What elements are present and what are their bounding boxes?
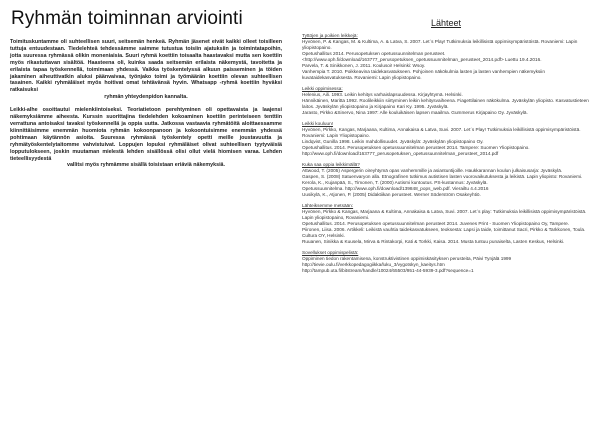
paragraph-closing-line: ryhmän yhteydenpidon kannalta. — [104, 94, 188, 101]
reference-entry: Oppiminen tiedon rakentamisena, konstruktivistinen oppimiskäsityksen perusteita, Päivi Tynjälä 1999 — [302, 256, 512, 261]
reference-entry: Hyvönen, Pirkko & Kangas, Marjaana & Kultima, Annakaisa & Latva, Suvi. 2007. Let´s play: Tutkimuksia leikillisistä oppimisympäristöistä. Lapin yliopistopaino, Rovaniemi. — [302, 209, 587, 220]
reference-entry: http://tampub.uta.fi/bitstream/handle/10024/65503/951-44-5939-3.pdf?sequence=1 — [302, 268, 474, 273]
reference-section-heading: Leikki oppimisessa: — [302, 86, 343, 91]
reference-entry: http://tievie.oulu.fi/verkkopedagogiikka/luku_3/vygotskyn_kaeitys.htm — [302, 262, 445, 267]
reference-section-heading: Tyttöjen ja poikien leikkejä: — [302, 33, 358, 38]
reference-section — [302, 250, 590, 274]
reference-entry: Jarasto, Pirkko &Sinervo, Nina 1997: Alle kouluikäisen lapsen maailma. Gummerus Kirjapaino Oy. Jyväskylä. — [302, 110, 528, 115]
evaluation-text — [10, 39, 282, 169]
reference-entry: Lindqvist, Gunilla 1998. Leikin mahdollisuudet. Jyväskylä: Jyväskylän yliopistopaino Oy. — [302, 139, 484, 144]
reference-section — [302, 121, 590, 157]
reference-entry: Vanhempia T. 2010. Poikkeavina taidekasvatukseen. Pohjoinen näkökulmia lasten ja lasten vanhempien näkemyksiin kuvataidekasvatuksesta. Rovaniemi: Lapin yliopistopaino. — [302, 69, 545, 80]
reference-entry: Opetushallitus. 2014. Perusopetuksen opetussuunnitelman perusteet 2014. Juvenes Print - Suomen Yliopistopaino Oy, Tampere. — [302, 221, 570, 226]
references-list — [302, 33, 590, 274]
paragraph-closing-line: vallitsi myös ryhmämme sisällä toisistaan eriäviä näkemyksiä. — [66, 162, 226, 169]
reference-entry: Kerola, K., Kujanpää, S., Timonen, T. (2000) Autismi kuntoutus. PS-kustannus: Jyväskylä. — [302, 180, 488, 185]
reference-section — [302, 33, 590, 81]
references-title: Lähteet — [430, 18, 462, 28]
reference-entry: Hyvönen, Pirkko, Kangas, Marjaana, Kultima, Annakaisa & Latva, Suvi. 2007. Let´s Play! Tutkimuksia leikillisistä oppimisympäristöistä. Rovaniemi: Lapin Yliopistopaino. — [302, 127, 581, 138]
evaluation-column — [10, 8, 282, 175]
reference-entry: Uusikylä, K., Atjonen, P. (2005) Didaktiikan perusteet. Werner Söderström Osakeyhtiö. — [302, 192, 481, 197]
reference-section — [302, 162, 590, 198]
reference-entry: Attwood, T. (2005) Aspergerin oireyhtymä opas vanhemmille ja asiantuntijoille. Haukkarannan koulun julkaisusarja: Jyväskylä. — [302, 168, 563, 173]
paragraph-body: Leikki-alhe osoittautui mielenkiintoiseksi. Teoriatietoon perehtyminen oli opettavaista ja laajensi näkemyksiämme aiheesta. Kurssin suorittajina tiedelehden kokoaminen koettiin perinteiseen tenttiin verrattuna antoisaksi tavaksi työskennellä ja oppia uutta. Jatkossa vastaavia ryhmätöitä aloittaessamme kiinnittäisimme enemmän huomiota ryhmän kokoonpanoon ja kokoontuisimme enemmän yhdessä pohtimaan käytännön asioita. Suuressa ryhmässä työskentely opetti meille joustavuutta ja ryhmätyöskentelytaitomme vahvistuivat. Loppujen lopuksi ryhmäläiset olivat suhteellisen tyytyväisiä lopputulokseen, joskin muutaman mielestä lehden sisällössä olisi ollut vielä hiomisen varaa. Lehden tieteellisyydestä — [10, 107, 282, 162]
reference-section-heading: Kuka saa oppia leikkimällä? — [302, 162, 360, 167]
reference-entry: Helenius, Aili. 1993. Leikin kehitys varhaislapsuudessa. Kirjayhtymä. Helsinki. — [302, 92, 463, 97]
evaluation-paragraph — [10, 107, 282, 169]
reference-section-heading: Lähteiksemme metsään: — [302, 203, 354, 208]
reference-entry: Hännikäinen, Maritta 1992. Roolileikkiin siirtyminen leikin kehitysvaiheena. Fiagettilainen näkökulma. Jyväskylän yliopisto. Kasvatustieteen laitos. Jyväskylän yliopistopaino ja Kirjapaino Kari Ky. 1995. Jyväskylä. — [302, 98, 589, 109]
reference-entry: Parvela, T. & Sinikkonen, J. 2011. Koulusoi! Helsinki: Wsoy. — [302, 63, 426, 68]
page-title: Ryhmän toiminnan arviointi — [11, 8, 243, 29]
reference-section-heading: Sovellukset oppimispelistä: — [302, 250, 359, 255]
reference-entry: Piironen, Liisa. 2006. Artikkeli: Leikistä vauhtia taidekasvatukseen, teoksesta: Lapsi ja taide, toimittanut Sacri, Pirkko & Tarkkonen, Toula. Cultura OY, Helsinki. — [302, 227, 586, 238]
reference-section — [302, 203, 590, 245]
paragraph-body: Toimituskuntamme oli suhteellisen suuri, seitsemän henkeä. Ryhmän jäsenet eivät kaikki olleet toisilleen tuttuja entuudestaan. Tiedelehteä tehdessämme saimme tutustua toisiin ajatuksiin ja toimintatapoihin, jotta suuressa ryhmässä olikin moneniaisia. Suuri ryhmä koettiin toisaalta haastavaksi mutta sen koettiin myös rikastuttavan sisältöä. Haasteena oli, kuinka saada seitsemän erilaista näkemystä, tavoitetta ja erilaista tapaa työskennellä, toimimaan yhdessä. Vaikka työskentelyssä alkuun paisseminen ja töiden jakaminen aiheuttivatkin aluksi päänvaivaa, työnjako toimi ja työmäärän koettiin olevan suhteellisen tasainen. Kaikki ryhmäläiset myös hoitivat omat tehtävänsä hyvin. Whatsapp -ryhmä koettiin hyväksi ratkaisuksi — [10, 39, 282, 94]
reference-entry: Opetushallitus 2014. Perusopetuksen opetussuunnitelman perusteet. <http://www.oph.fi/download/163777_perusopetuksen_opetussuunnitelman_perusteet_2014.pdf> Luettu 19.4.2016. — [302, 51, 542, 62]
reference-entry: Gaspen, S. (2008) Satuenvaryon alla. Etnografinen tutkimus autistisen lasten vuorovaikutuksesta ja leikistä. Lapin yliopisto: Rovaniemi. — [302, 174, 583, 179]
reference-section — [302, 86, 590, 116]
reference-entry: Ruuanen, Sinikka & Kuusela, Mirva & Rintakorpi, Kati & Torkki, Kaisa. 2014. Musta tuntuu punaiselta, Lasten Keskus, Helsinki. — [302, 239, 565, 244]
reference-section-heading: Leikki kouluun! — [302, 121, 334, 126]
references-column — [302, 18, 590, 279]
evaluation-paragraph — [10, 39, 282, 101]
reference-entry: Opetussuunnitelma. http://www.oph.fi/download/139848_pops_web.pdf. Vierailtu 4.4.2016 — [302, 186, 489, 191]
reference-entry: Opetushallitus. 2014. Perusopetuksen opetussuunnitelman perusteet 2014. Tampere: Suomen Yliopistopaino. http://www.oph.fi/download/163777_perusopetuksen_opetussuunnitelman_perusteet_2014.pdf — [302, 145, 530, 156]
reference-entry: Hyvönen, P. & Kangas, M. & Kultima, A. & Latva, S. 2007. Let´s Play! Tutkimuksia leikillisistä oppimisympäristöistä. Rovaniemi: Lapin yliopistopaino. — [302, 39, 578, 50]
